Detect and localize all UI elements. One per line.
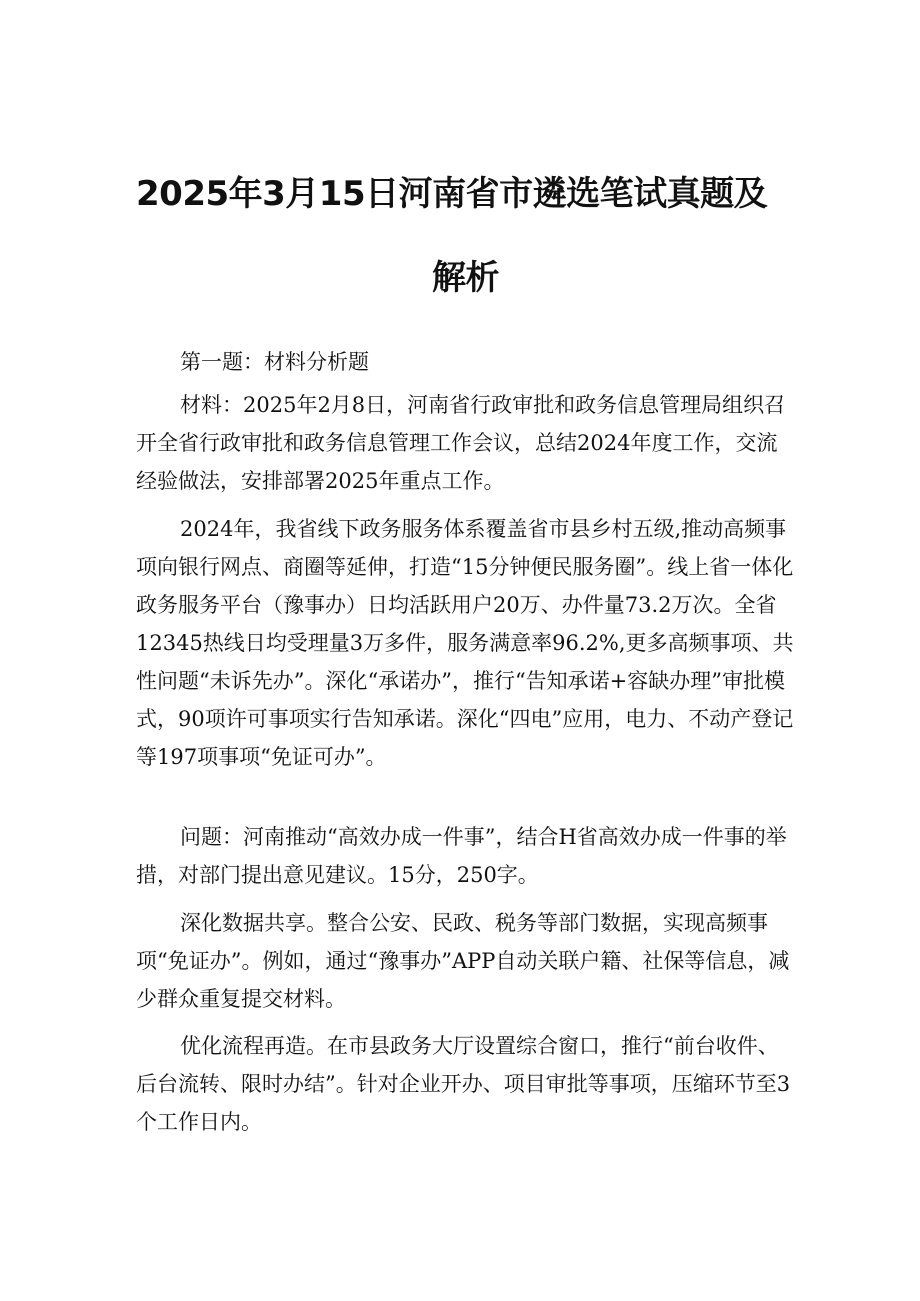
paragraph-material-intro: 材料：2025年2月8日，河南省行政审批和政务信息管理局组织召开全省行政审批和政务信息管理工作会议，总结2024年度工作，交流经验做法，安排部署2025年重点工作。 <box>136 393 786 493</box>
document-title-line-2: 解析 <box>432 258 499 298</box>
paragraph-question: 问题：河南推动“高效办成一件事”，结合H省高效办成一件事的举措，对部门提出意见建议。15分，250字。 <box>136 825 787 887</box>
section-heading: 第一题：材料分析题 <box>180 350 369 374</box>
paragraph-2024-achievements: 2024年，我省线下政务服务体系覆盖省市县乡村五级,推动高频事项向银行网点、商圈等延伸，打造“15分钟便民服务圈”。线上省一体化政务服务平台（豫事办）日均活跃用户20万、办件量73.2万次。全省12345热线日均受理量3万多件，服务满意率96.2%,更多高频事项、共性问题“未诉先办”。深化“承诺办”，推行“告知承诺+容缺办理”审批模式，90项许可事项实行告知承诺。深化“四电”应用，电力、不动产登记等197项事项“免证可办”。 <box>136 517 794 769</box>
paragraph-answer-process: 优化流程再造。在市县政务大厅设置综合窗口，推行“前台收件、后台流转、限时办结”。针对企业开办、项目审批等事项，压缩环节至3个工作日内。 <box>136 1034 791 1134</box>
document-title-line-1: 2025年3月15日河南省市遴选笔试真题及 <box>136 174 768 214</box>
paragraph-answer-data-sharing: 深化数据共享。整合公安、民政、税务等部门数据，实现高频事项“免证办”。例如，通过“豫事办”APP自动关联户籍、社保等信息，减少群众重复提交材料。 <box>136 911 790 1011</box>
